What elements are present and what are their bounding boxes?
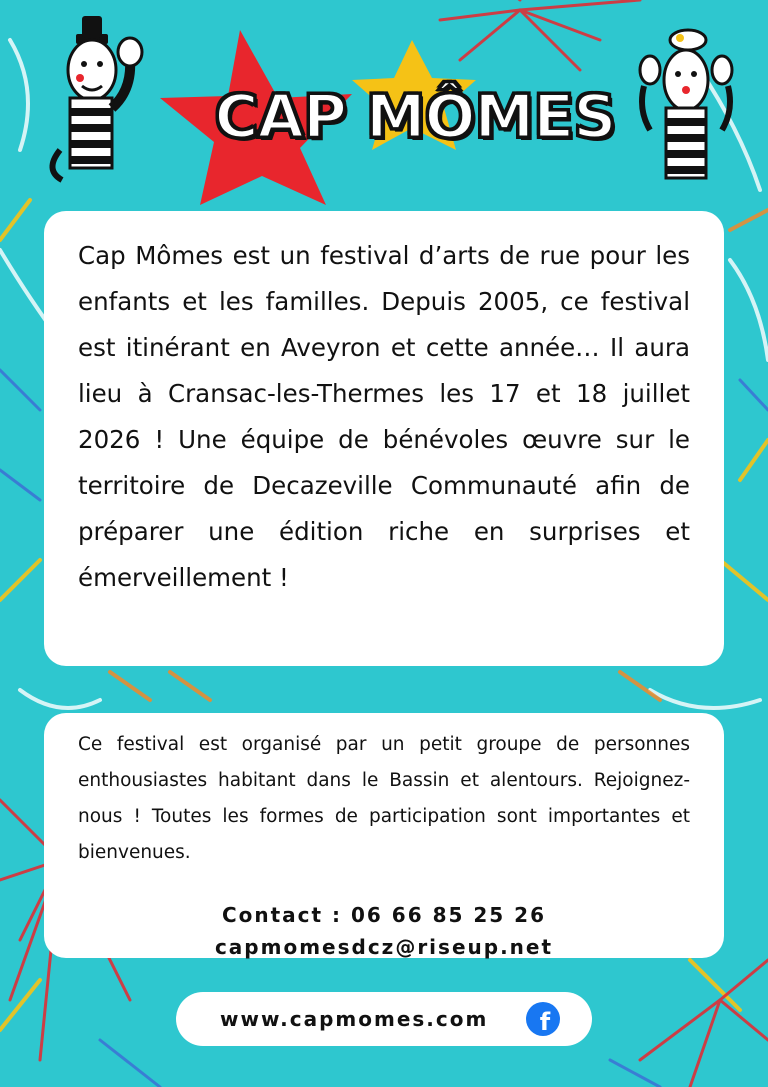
contact-phone: Contact : 06 66 85 25 26 bbox=[221, 903, 547, 927]
contact-block bbox=[78, 899, 690, 963]
logo-title: CAP MÔMES bbox=[214, 82, 616, 152]
organisation-paragraph: Ce festival est organisé par un petit groupe de personnes enthousiastes habitant dans le Bassin et alentours. Rejoignez-nous ! Toutes les formes de participation sont importantes et bienvenues. bbox=[78, 734, 690, 863]
intro-paragraph: Cap Mômes est un festival d’arts de rue pour les enfants et les familles. Depuis 2005, ce festival est itinérant en Aveyron et cette année… Il aura lieu à Cransac-les-Thermes les 17 et 18 juillet 2026 ! Une équipe de bénévoles œuvre sur le territoire de Decazeville Communauté afin de préparer une édition riche en surprises et émerveillement ! bbox=[78, 241, 690, 592]
organisation-card bbox=[44, 713, 724, 958]
right-mime-character-icon bbox=[640, 30, 732, 178]
website-pill bbox=[176, 992, 592, 1046]
left-mime-character-icon bbox=[52, 16, 142, 180]
header-logo bbox=[0, 0, 768, 205]
contact-email[interactable]: capmomesdcz@riseup.net bbox=[214, 935, 554, 959]
website-link[interactable]: www.capmomes.com bbox=[220, 1007, 489, 1031]
intro-card bbox=[44, 211, 724, 666]
facebook-icon[interactable]: f bbox=[526, 1002, 560, 1036]
